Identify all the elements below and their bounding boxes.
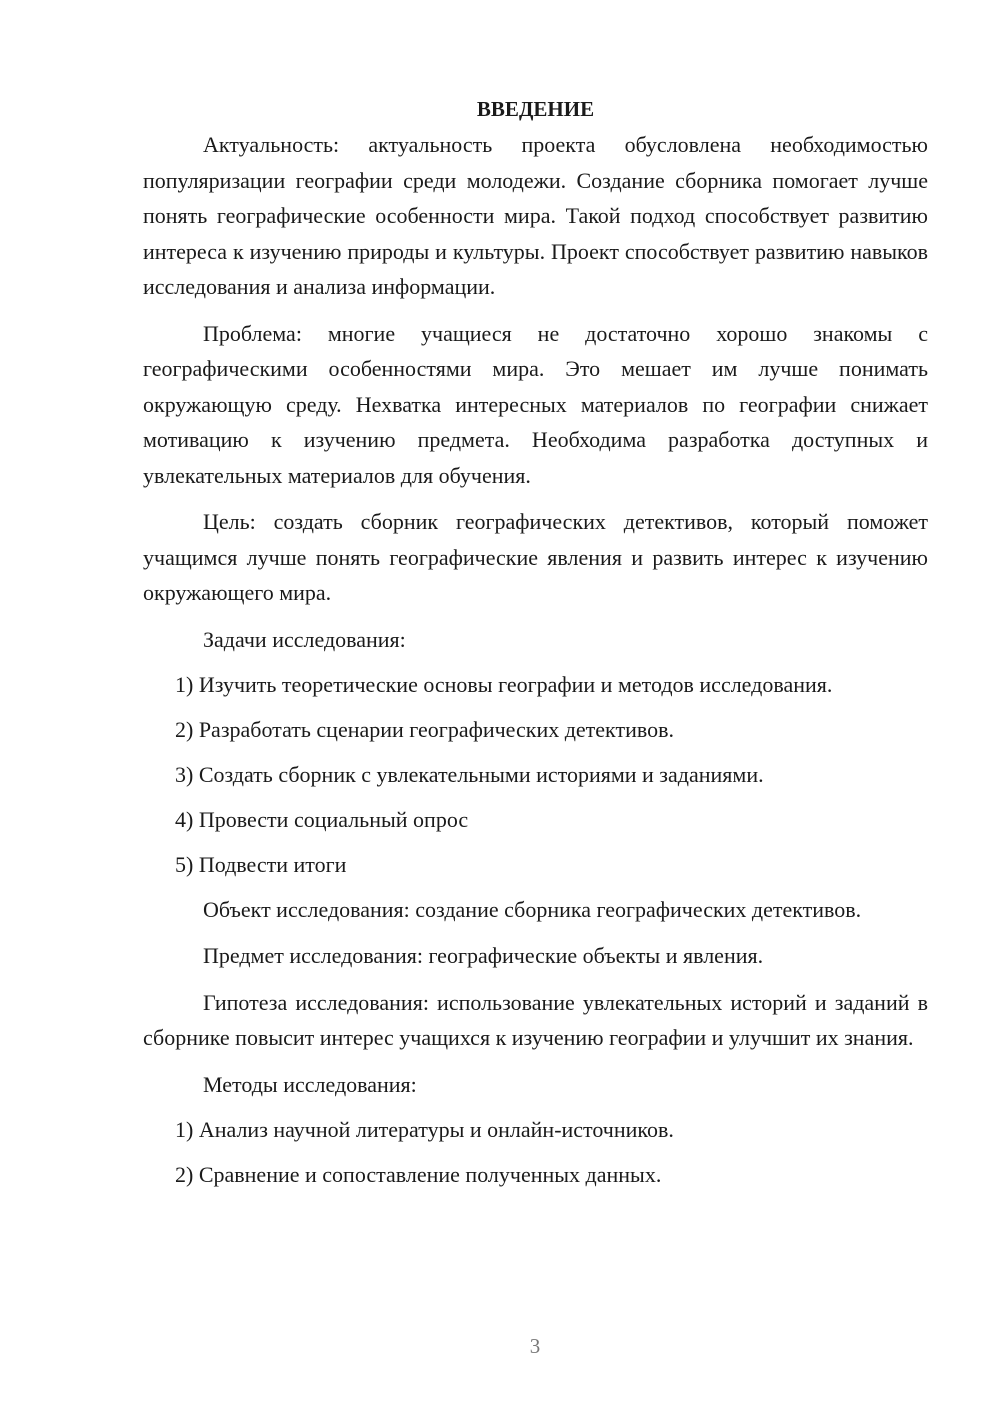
page-number: 3 — [529, 1334, 541, 1358]
methods-heading: Методы исследования: — [203, 1071, 417, 1097]
list-item: 3) Создать сборник с увлекательными историями и заданиями. — [175, 761, 764, 787]
object-paragraph: Объект исследования: создание сборника географических детективов. — [203, 896, 862, 922]
list-item: 4) Провести социальный опрос — [175, 806, 469, 832]
methods-list — [143, 1112, 928, 1192]
tasks-list — [143, 667, 928, 882]
list-item: 5) Подвести итоги — [175, 851, 347, 877]
list-item: 1) Анализ научной литературы и онлайн-источников. — [175, 1116, 674, 1142]
relevance-paragraph: Актуальность: актуальность проекта обусловлена необходимостью популяризации географии среди молодежи. Создание сборника помогает лучше понять географические особенности мира. Такой подход способствует развитию интереса к изучению природы и культуры. Проект способствует развитию навыков исследования и анализа информации. — [143, 132, 928, 299]
goal-paragraph: Цель: создать сборник географических детективов, который поможет учащимся лучше понять географические явления и развить интерес к изучению окружающего мира. — [143, 509, 928, 605]
subject-paragraph: Предмет исследования: географические объекты и явления. — [203, 943, 764, 968]
list-item: 2) Сравнение и сопоставление полученных данных. — [175, 1161, 662, 1187]
list-item: 2) Разработать сценарии географических детективов. — [175, 716, 674, 742]
problem-paragraph: Проблема: многие учащиеся не достаточно хорошо знакомы с географическими особенностями мира. Это мешает им лучше понимать окружающую среду. Нехватка интересных материалов по географии снижает мотивацию к изучению предмета. Необходима разработка доступных и увлекательных материалов для обучения. — [143, 320, 928, 488]
document-page — [143, 92, 928, 1202]
tasks-heading: Задачи исследования: — [203, 626, 406, 652]
list-item: 1) Изучить теоретические основы географии и методов исследования. — [175, 671, 833, 697]
hypothesis-paragraph: Гипотеза исследования: использование увлекательных историй и заданий в сборнике повысит интерес учащихся к изучению географии и улучшит их знания. — [143, 989, 928, 1050]
section-title: ВВЕДЕНИЕ — [476, 97, 595, 121]
